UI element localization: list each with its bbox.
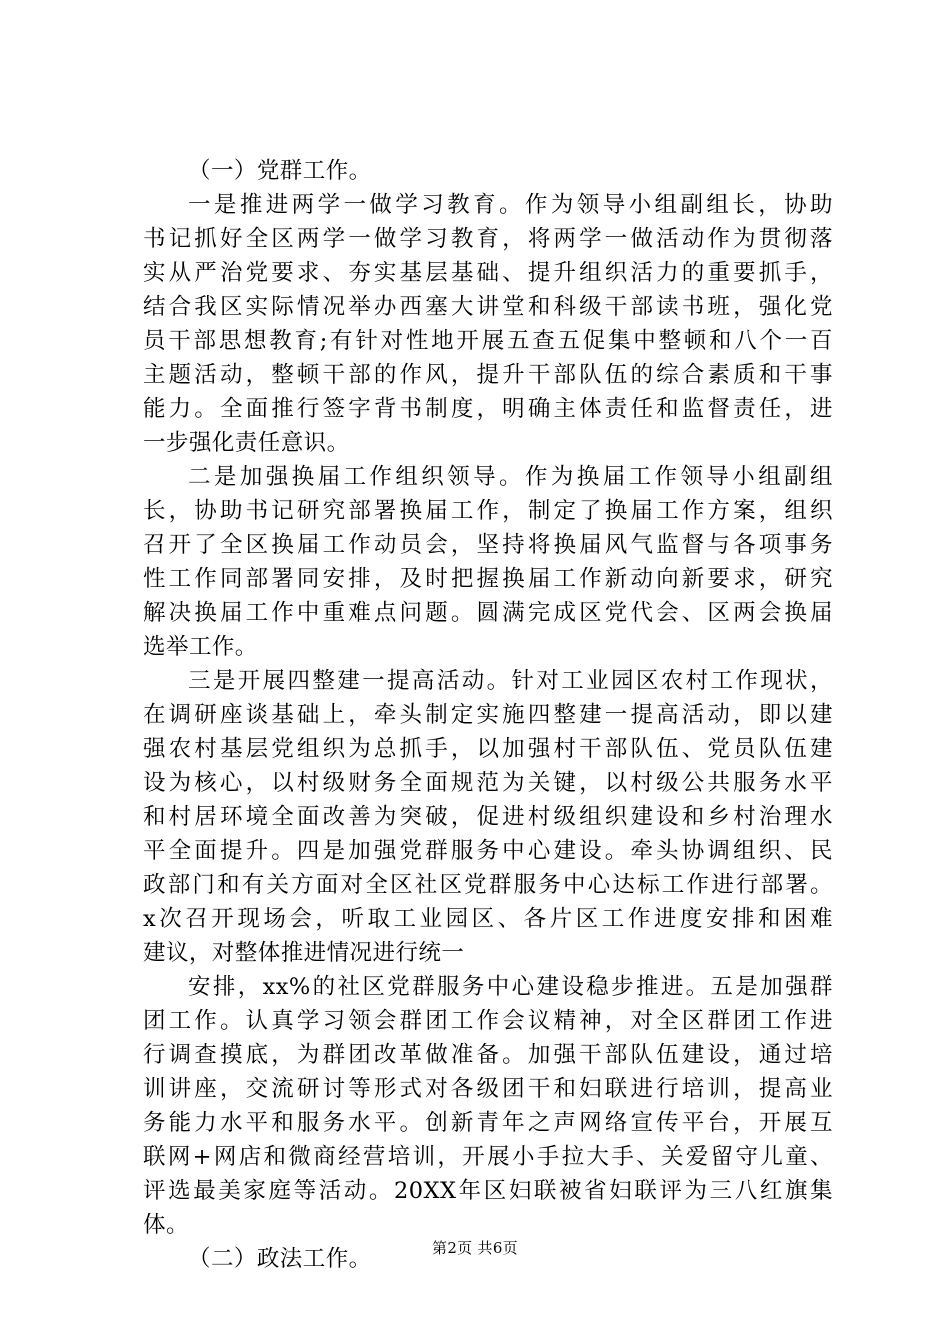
text-line: 书记抓好全区两学一做学习教育，将两学一做活动作为贯彻落 bbox=[143, 226, 833, 252]
text-line: 体。 bbox=[143, 1212, 189, 1238]
text-line: 在调研座谈基础上，牵头制定实施四整建一提高活动，即以建 bbox=[143, 702, 833, 728]
text-line: 能力。全面推行签字背书制度，明确主体责任和监督责任，进 bbox=[143, 396, 833, 422]
text-line: 政部门和有关方面对全区社区党群服务中心达标工作进行部署。 bbox=[143, 872, 833, 898]
text-line: 二是加强换届工作组织领导。作为换届工作领导小组副组 bbox=[188, 464, 833, 490]
text-line: 主题活动，整顿干部的作风，提升干部队伍的综合素质和干事 bbox=[143, 362, 833, 388]
text-line: 员干部思想教育;有针对性地开展五查五促集中整顿和八个一百 bbox=[143, 328, 833, 354]
text-line: 结合我区实际情况举办西塞大讲堂和科级干部读书班，强化党 bbox=[143, 294, 833, 320]
text-line: 召开了全区换届工作动员会，坚持将换届风气监督与各项事务 bbox=[143, 532, 833, 558]
text-line: 行调查摸底，为群团改革做准备。加强干部队伍建设，通过培 bbox=[143, 1042, 833, 1068]
text-line: 三是开展四整建一提高活动。针对工业园区农村工作现状， bbox=[188, 668, 833, 694]
text-line: 设为核心，以村级财务全面规范为关键，以村级公共服务水平 bbox=[143, 770, 833, 796]
text-line: 一步强化责任意识。 bbox=[143, 430, 350, 456]
text-line: （一）党群工作。 bbox=[188, 158, 372, 184]
page-footer: 第2页 共6页 bbox=[432, 1239, 518, 1257]
text-line: （二）政法工作。 bbox=[188, 1246, 372, 1272]
text-line: 建议，对整体推进情况进行统一 bbox=[143, 940, 465, 966]
text-line: 性工作同部署同安排，及时把握换届工作新动向新要求，研究 bbox=[143, 566, 833, 592]
text-line: 评选最美家庭等活动。20XX年区妇联被省妇联评为三八红旗集 bbox=[143, 1178, 833, 1204]
text-line: 长，协助书记研究部署换届工作，制定了换届工作方案，组织 bbox=[143, 498, 833, 524]
text-line: 和村居环境全面改善为突破，促进村级组织建设和乡村治理水 bbox=[143, 804, 833, 830]
text-line: 解决换届工作中重难点问题。圆满完成区党代会、区两会换届 bbox=[143, 600, 833, 626]
text-line: 选举工作。 bbox=[143, 634, 258, 660]
text-line: 联网+网店和微商经营培训，开展小手拉大手、关爱留守儿童、 bbox=[143, 1144, 833, 1170]
text-line: 一是推进两学一做学习教育。作为领导小组副组长，协助 bbox=[188, 192, 833, 218]
text-line: x次召开现场会，听取工业园区、各片区工作进度安排和困难 bbox=[143, 906, 833, 932]
text-line: 强农村基层党组织为总抓手，以加强村干部队伍、党员队伍建 bbox=[143, 736, 833, 762]
text-line: 平全面提升。四是加强党群服务中心建设。牵头协调组织、民 bbox=[143, 838, 833, 864]
text-line: 务能力水平和服务水平。创新青年之声网络宣传平台，开展互 bbox=[143, 1110, 833, 1136]
text-line: 安排，xx%的社区党群服务中心建设稳步推进。五是加强群 bbox=[188, 974, 833, 1000]
text-line: 实从严治党要求、夯实基层基础、提升组织活力的重要抓手， bbox=[143, 260, 833, 286]
text-line: 训讲座，交流研讨等形式对各级团干和妇联进行培训，提高业 bbox=[143, 1076, 833, 1102]
text-line: 团工作。认真学习领会群团工作会议精神，对全区群团工作进 bbox=[143, 1008, 833, 1034]
